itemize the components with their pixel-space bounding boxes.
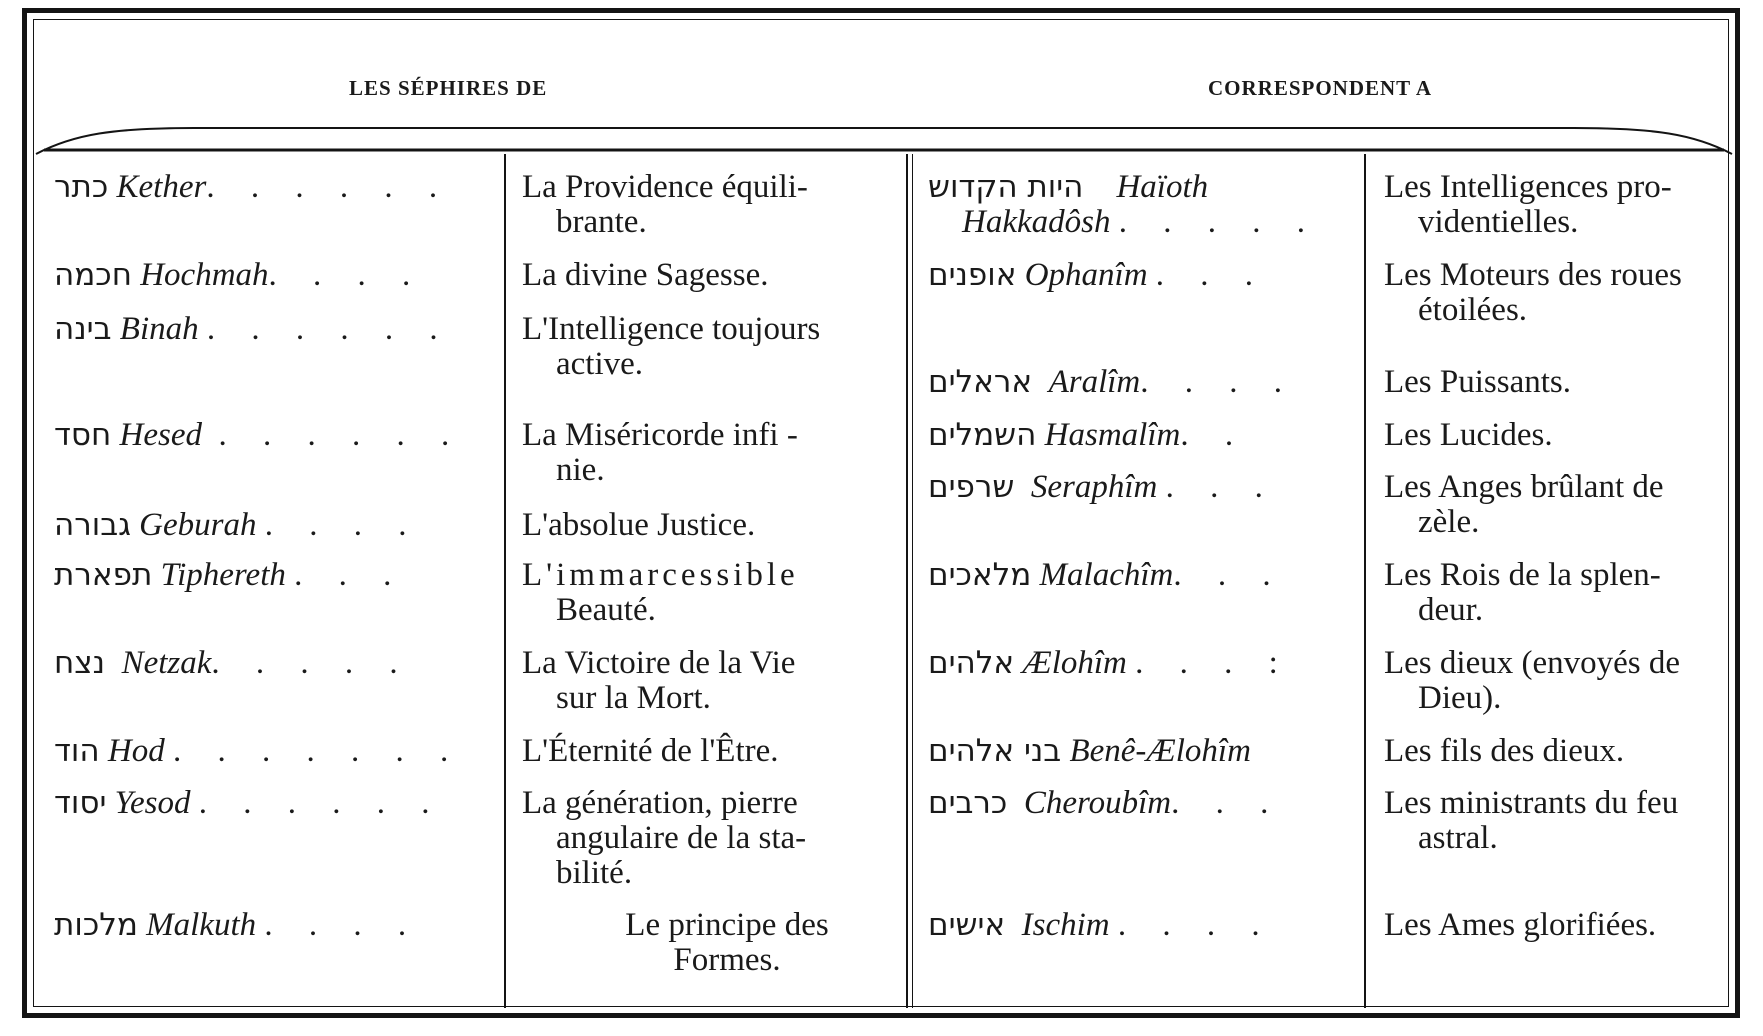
sephira-cell: הוד Hod . . . . . . . (54, 733, 463, 769)
description-cell: L'Éternité de l'Être. (522, 733, 779, 769)
description-cell: La Miséricorde infi - nie. (522, 417, 798, 488)
description-cell: La divine Sagesse. (522, 257, 769, 293)
meaning-cell: Les Puissants. (1384, 364, 1572, 400)
header-sephiroth: LES SÉPHIRES DE (349, 76, 548, 100)
sephira-cell: נצח Netzak. . . . . (54, 645, 412, 681)
angel-cell: אופנים Ophanîm . . . (928, 257, 1268, 293)
description-cell: L'Intelligence toujours active. (522, 311, 821, 382)
meaning-cell: Les Ames glorifiées. (1384, 907, 1657, 943)
angel-cell: שרפים Seraphîm . . . (928, 469, 1277, 505)
meaning-cell: Les ministrants du feu astral. (1384, 785, 1679, 856)
sephira-cell: גבורה Geburah . . . . (54, 507, 421, 543)
angel-cell: אישים Ischim . . . . (928, 907, 1274, 943)
divider-1 (504, 154, 506, 1008)
meaning-cell: Les Intelligences pro- videntielles. (1384, 169, 1672, 240)
description-cell: L'immarcessible Beauté. (522, 557, 799, 628)
description-cell: La Victoire de la Vie sur la Mort. (522, 645, 796, 716)
header-correspond: CORRESPONDENT A (1208, 76, 1433, 100)
meaning-cell: Les dieux (envoyés de Dieu). (1384, 645, 1680, 716)
meaning-cell: Les fils des dieux. (1384, 733, 1625, 769)
sephira-cell: מלכות Malkuth . . . . (54, 907, 421, 943)
description-cell: Le principe des Formes. (625, 907, 829, 978)
sephira-cell: חסד Hesed . . . . . . (54, 417, 464, 453)
divider-3 (1364, 154, 1366, 1008)
sephira-cell: יסוד Yesod . . . . . . (54, 785, 444, 821)
angel-cell: אראלים Aralîm. . . . (928, 364, 1296, 400)
description-cell: La Providence équili- brante. (522, 169, 808, 240)
sephira-cell: תפארת Tiphereth . . . (54, 557, 406, 593)
description-cell: La génération, pierre angulaire de la sta- bilité. (522, 785, 807, 891)
angel-cell: בני אלהים Benê-Ælohîm (928, 733, 1251, 769)
angel-cell: כרבים Cheroubîm. . . (928, 785, 1283, 821)
angel-cell: היות הקדוש Haïoth Hakkadôsh . . . . . (928, 169, 1319, 240)
angel-cell: מלאכים Malachîm. . . (928, 557, 1285, 593)
angel-cell: השמלים Hasmalîm. . (928, 417, 1248, 453)
meaning-cell: Les Rois de la splen- deur. (1384, 557, 1661, 628)
meaning-cell: Les Moteurs des roues étoilées. (1384, 257, 1682, 328)
table-frame (22, 8, 1740, 1018)
sephira-cell: כתר Kether. . . . . . (54, 169, 452, 205)
meaning-cell: Les Anges brûlant de zèle. (1384, 469, 1664, 540)
description-cell: L'absolue Justice. (522, 507, 756, 543)
header-brace (34, 120, 1734, 160)
table-inner-border (33, 19, 1729, 1007)
meaning-cell: Les Lucides. (1384, 417, 1553, 453)
angel-cell: אלהים Ælohîm . . . : (928, 645, 1292, 681)
sephira-cell: חכמה Hochmah. . . . (54, 257, 425, 293)
sephira-cell: בינה Binah . . . . . . (54, 311, 452, 347)
